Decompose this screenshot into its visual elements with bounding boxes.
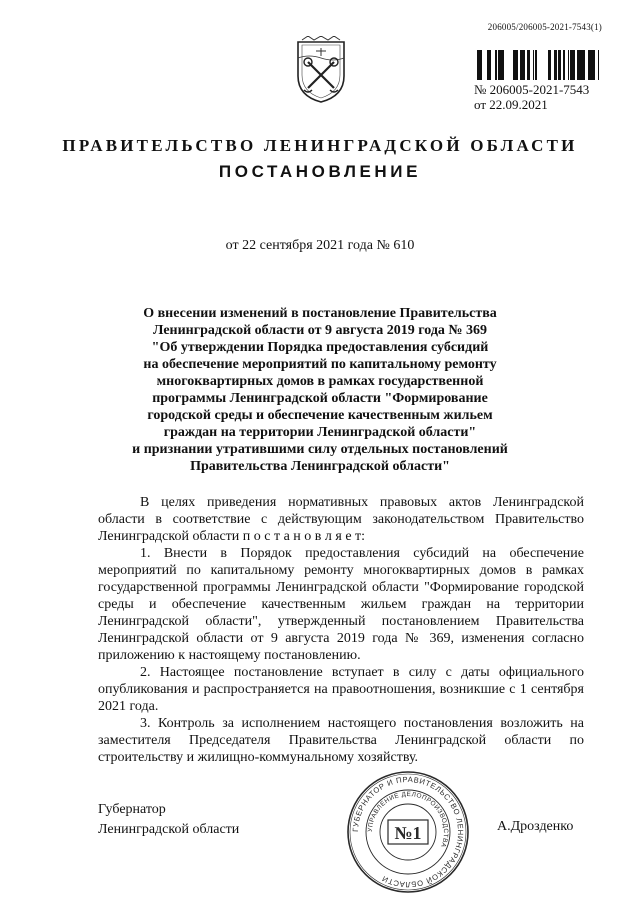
barcode-bar bbox=[522, 50, 525, 80]
subject-line: и признании утратившими силу отдельных постановлений bbox=[132, 442, 508, 457]
barcode-bar bbox=[477, 50, 480, 80]
body-paragraph-2: 2. Настоящее постановление вступает в силу с даты официального опубликования и распространяется на правоотношения, возникшие с 1 сентября 2021 года. bbox=[98, 665, 584, 714]
barcode-bar bbox=[570, 50, 573, 80]
document-subject bbox=[110, 305, 530, 475]
barcode-bar bbox=[535, 50, 537, 80]
subject-line: Ленинградской области от 9 августа 2019 года № 369 bbox=[153, 323, 487, 338]
barcode-bar bbox=[558, 50, 561, 80]
barcode-bar bbox=[488, 50, 491, 80]
registration-date: от 22.09.2021 bbox=[474, 97, 548, 112]
seal-center-text: №1 bbox=[394, 823, 422, 843]
barcode-bar bbox=[527, 50, 530, 80]
barcode-bar bbox=[501, 50, 504, 80]
barcode-bar bbox=[573, 50, 575, 80]
barcode-bar bbox=[588, 50, 591, 80]
subject-line: граждан на территории Ленинградской области" bbox=[163, 425, 477, 440]
barcode-bar bbox=[592, 50, 594, 80]
body-paragraph-1: 1. Внести в Порядок предоставления субсидий на обеспечение мероприятий по капитальному ремонту многоквартирных домов в рамках государственной программы Ленинградской области "Формирование городской среды и обеспечение качественным жильем граждан на территории Ленинградской области", утвержденный постановлением Правительства Ленинградской области от 9 августа 2019 года № 369, изменения согласно приложению к настоящему постановлению. bbox=[98, 546, 584, 663]
registration-block bbox=[474, 82, 624, 112]
barcode-bar bbox=[550, 50, 551, 80]
barcode-bar bbox=[563, 50, 564, 80]
barcode-bar bbox=[591, 50, 592, 80]
barcode-bar bbox=[554, 50, 556, 80]
government-title: ПРАВИТЕЛЬСТВО ЛЕНИНГРАДСКОЙ ОБЛАСТИ bbox=[62, 136, 578, 155]
subject-line: О внесении изменений в постановление Правительства bbox=[143, 306, 497, 321]
coat-of-arms-icon bbox=[294, 36, 348, 104]
subject-line: на обеспечение мероприятий по капитальному ремонту bbox=[143, 357, 497, 372]
seal-outer-text: ГУБЕРНАТОР И ПРАВИТЕЛЬСТВО ЛЕНИНГРАДСКОЙ ОБЛАСТИ bbox=[350, 774, 466, 890]
barcode-bar bbox=[564, 50, 565, 80]
barcode-bar bbox=[598, 50, 599, 80]
barcode-bar bbox=[513, 50, 514, 80]
registration-number: № 206005-2021-7543 bbox=[474, 82, 590, 97]
subject-line: многоквартирных домов в рамках государственной bbox=[156, 374, 484, 389]
signatory-name: А.Дрозденко bbox=[497, 819, 574, 834]
official-seal bbox=[346, 770, 470, 894]
barcode-bar bbox=[594, 50, 595, 80]
barcode-bar bbox=[498, 50, 501, 80]
document-type: ПОСТАНОВЛЕНИЕ bbox=[218, 162, 422, 181]
barcode-bar bbox=[521, 50, 522, 80]
barcode-bar bbox=[480, 50, 482, 80]
signatory-title-line: Ленинградской области bbox=[98, 822, 240, 837]
signatory-title bbox=[98, 800, 239, 840]
body-paragraph-3: 3. Контроль за исполнением настоящего постановления возложить на заместителя Председателя Правительства Ленинградской области по строительству и жилищно-коммунальному хозяйству. bbox=[98, 716, 584, 765]
document-body bbox=[98, 494, 584, 766]
subject-line: городской среды и обеспечение качественным жильем bbox=[147, 408, 493, 423]
document-date-number: от 22 сентября 2021 года № 610 bbox=[225, 238, 415, 253]
barcode-bar bbox=[495, 50, 497, 80]
subject-line: программы Ленинградской области "Формирование bbox=[152, 391, 488, 406]
document-code: 206005/206005-2021-7543(1) bbox=[487, 22, 602, 32]
subject-line: "Об утверждении Порядка предоставления субсидий bbox=[151, 340, 489, 355]
barcode-bar bbox=[582, 50, 585, 80]
barcode-icon bbox=[474, 50, 606, 80]
subject-line: Правительства Ленинградской области" bbox=[190, 459, 450, 474]
barcode-bar bbox=[516, 50, 518, 80]
barcode-bar bbox=[579, 50, 582, 80]
barcode-bar bbox=[487, 50, 488, 80]
signatory-title-line: Губернатор bbox=[98, 802, 166, 817]
barcode-bar bbox=[568, 50, 569, 80]
barcode-bar bbox=[556, 50, 557, 80]
barcode-bar bbox=[520, 50, 521, 80]
barcode-bar bbox=[548, 50, 550, 80]
barcode-bar bbox=[514, 50, 516, 80]
body-paragraph-preamble: В целях приведения нормативных правовых актов Ленинградской области в соответствие с действующим законодательством Правительство Ленинградской области п о с т а н о в л я е т: bbox=[98, 495, 584, 544]
seal-inner-text: УПРАВЛЕНИЕ ДЕЛОПРОИЗВОДСТВА bbox=[366, 790, 450, 849]
barcode-bar bbox=[533, 50, 534, 80]
barcode-bar bbox=[577, 50, 579, 80]
